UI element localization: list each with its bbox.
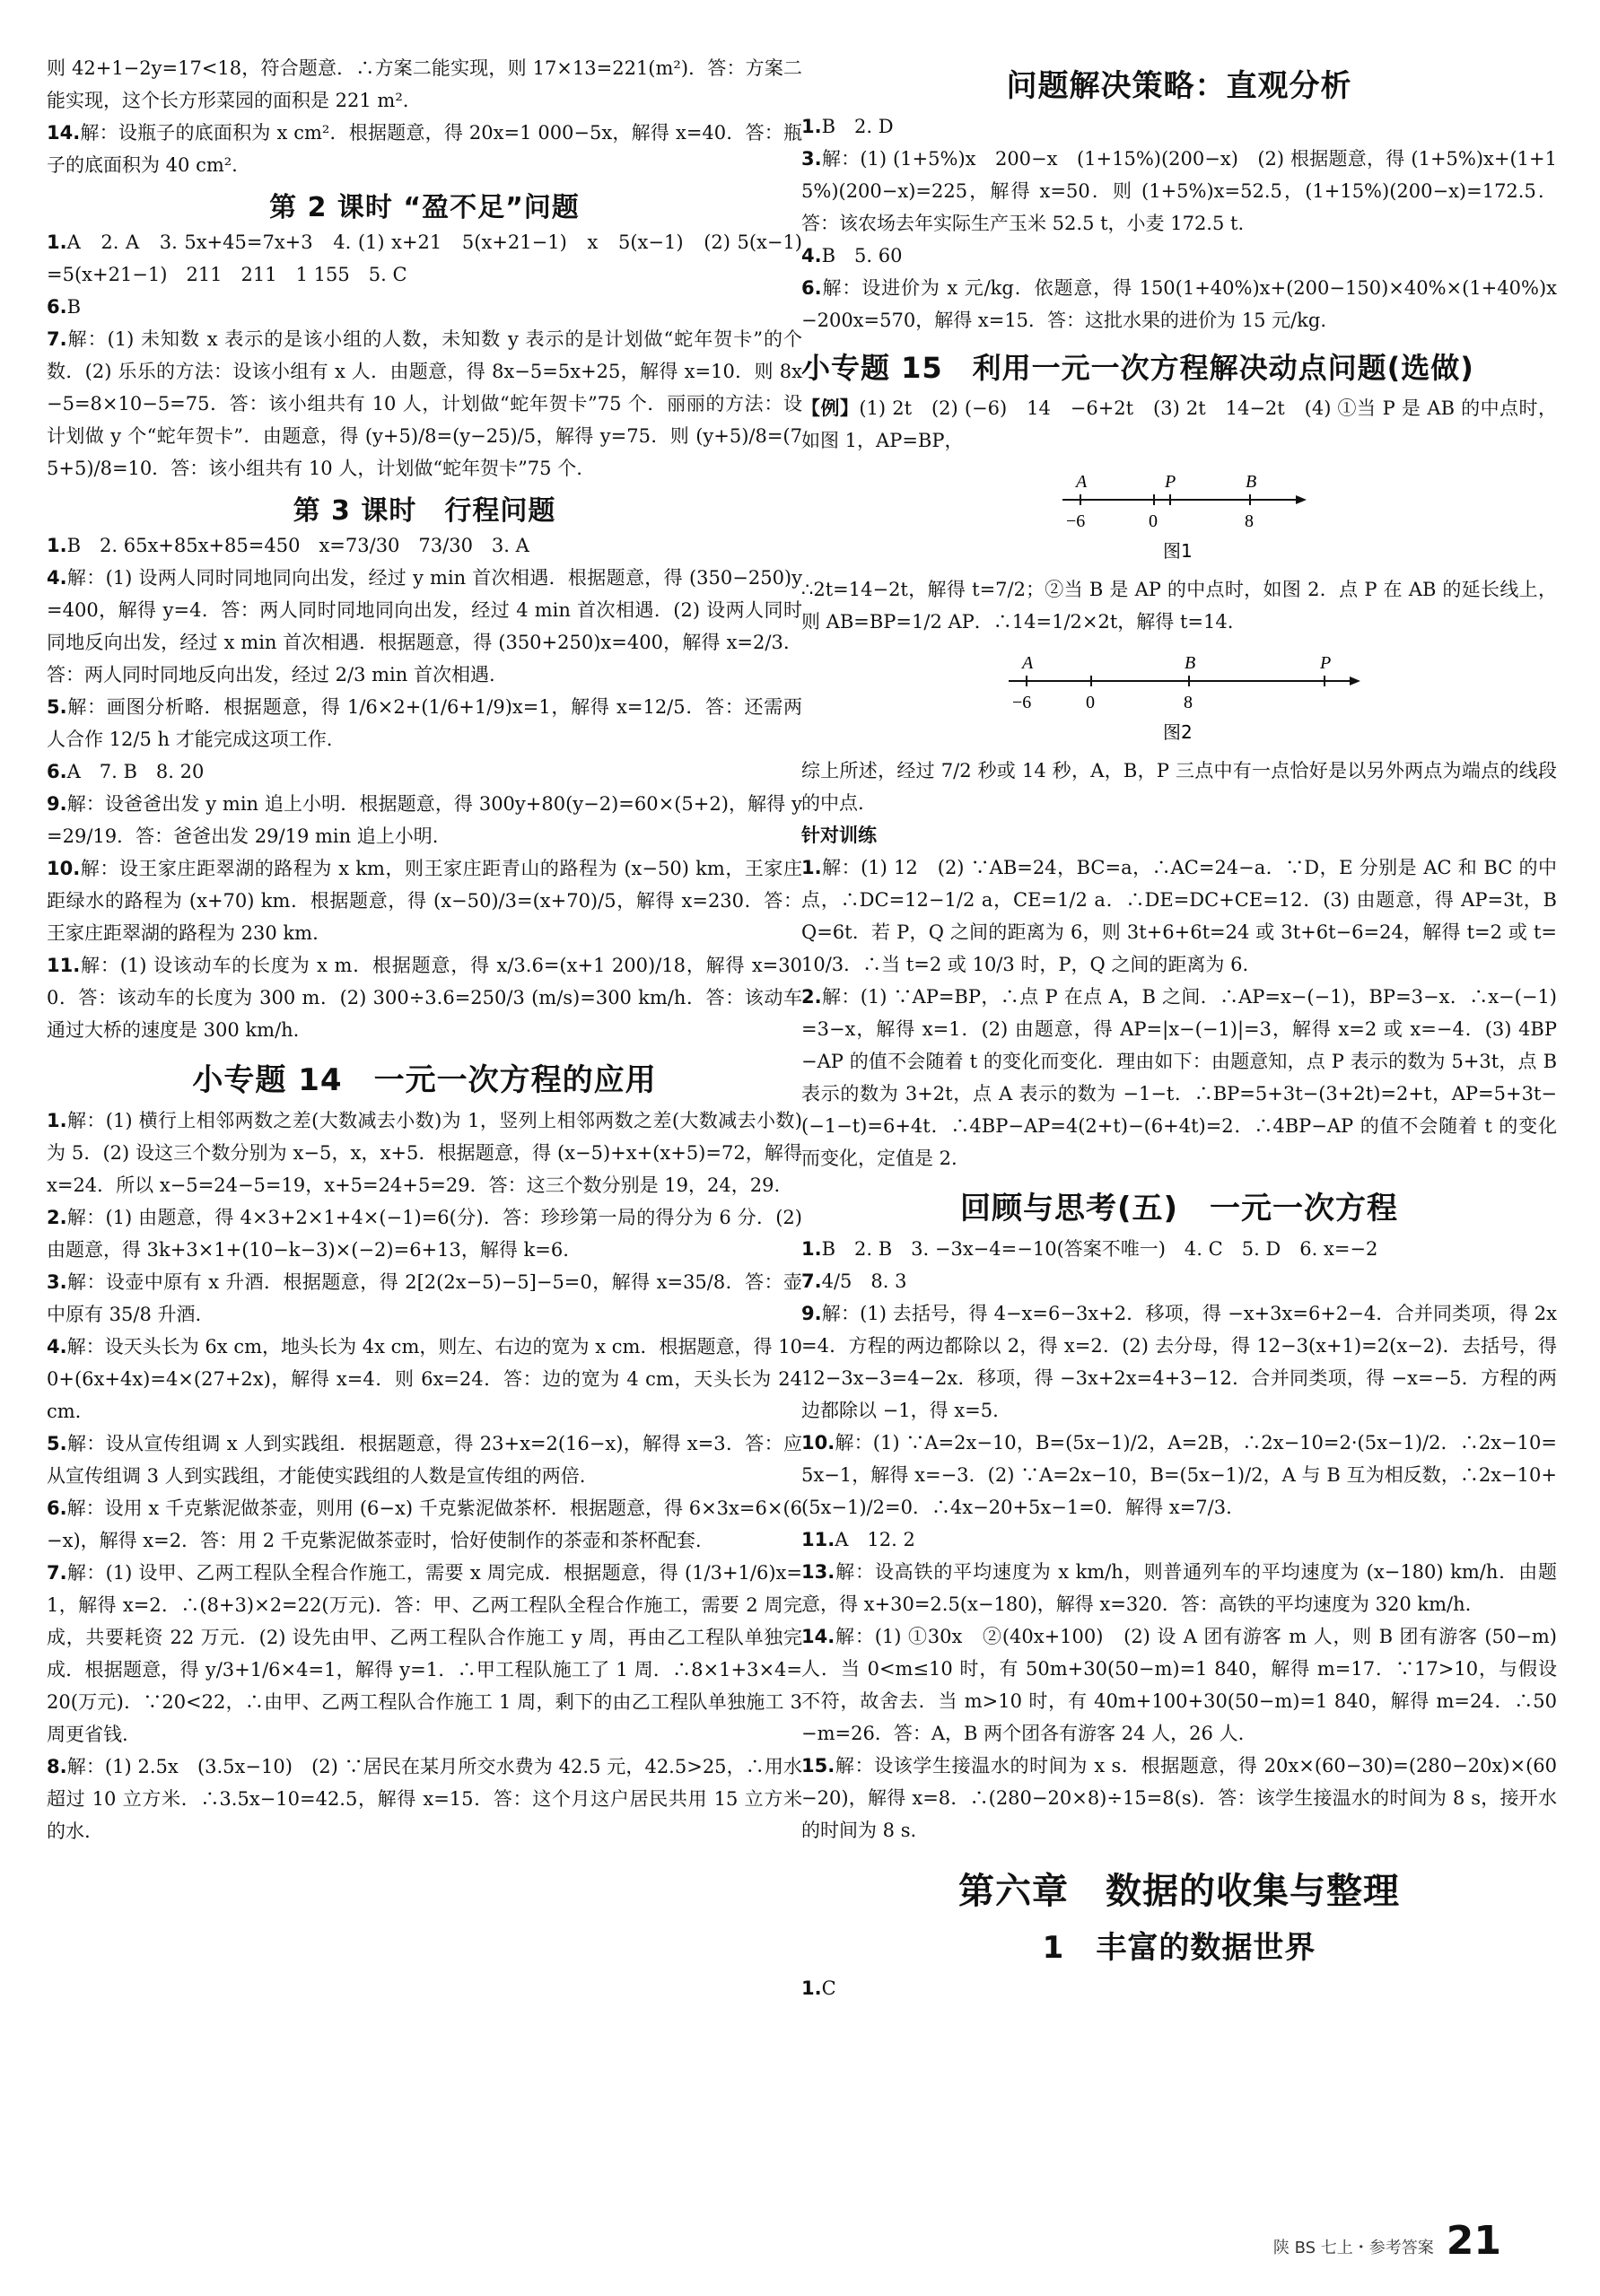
item-number: 7. — [801, 1270, 822, 1292]
point-label: A — [1022, 653, 1034, 673]
item-number: 1. — [801, 116, 822, 137]
item-number: 10. — [47, 858, 81, 879]
answer-item — [801, 1750, 1557, 1846]
answer-item — [801, 1427, 1557, 1523]
answer-item — [801, 392, 1557, 457]
item-text: C — [821, 1977, 836, 1999]
figure-caption: 图2 — [1163, 721, 1193, 743]
item-text: A 7. B 8. 20 — [66, 761, 205, 782]
answer-item — [47, 291, 802, 323]
item-text: 解：(1) 设甲、乙两工程队全程合作施工，需要 x 周完成．根据题意，得 (1/3+1/6)x=1，解得 x=2．∴(8+3)×2=22(万元)．答：甲、乙两工程队全程合作施工，需要 2 周完成，共要耗资 22 万元．(2) 设先由甲、乙两工程队合作施工 y 周，再由乙工程队单独完成．根据题意，得 y/3+1/6×4=1，解得 y=1．∴甲工程队施工了 1 周．∴8×1+3×4=20(万元)．∵20<22，∴由甲、乙两工程队合作施工 1 周，剩下的由乙工程队单独施工 3 周更省钱. — [47, 1562, 802, 1745]
item-text: 解：(1) 由题意，得 4×3+2×1+4×(−1)=6(分)．答：珍珍第一局的得分为 6 分．(2) 由题意，得 3k+3×1+(10−k−3)×(−2)=6+13，解得 k=6. — [47, 1207, 802, 1261]
item-number: 6. — [47, 296, 67, 318]
figure-caption: 图1 — [1163, 540, 1193, 562]
answer-item — [801, 755, 1557, 819]
item-text: 解：(1) 横行上相邻两数之差(大数减去小数)为 1，竖列上相邻两数之差(大数减去小数)为 5．(2) 设这三个数分别为 x−5，x，x+5．根据题意，得 (x−5)+x+(x+5)=72，解得 x=24．所以 x−5=24−5=19，x+5=24+5=29．答：这三个数分别是 19，24，29. — [47, 1110, 802, 1196]
item-number: 1. — [47, 231, 67, 253]
answer-item — [801, 272, 1557, 336]
tick-label: 0 — [1149, 511, 1158, 531]
item-number: 3. — [47, 1271, 67, 1293]
tick-label: 8 — [1184, 693, 1193, 712]
answer-item — [801, 240, 1557, 272]
item-text: 解：(1) ∵AP=BP，∴点 P 在点 A，B 之间．∴AP=x−(−1)，BP=3−x．∴x−(−1)=3−x，解得 x=1．(2) 由题意，得 AP=|x−(−1)|=3，解得 x=2 或 x=−4．(3) 4BP−AP 的值不会随着 t 的变化而变化．理由如下：由题意知，点 P 表示的数为 5+3t，点 B 表示的数为 3+2t，点 A 表示的数为 −1−t．∴BP=5+3t−(3+2t)=2+t，AP=5+3t−(−1−t)=6+4t．∴4BP−AP=4(2+t)−(6+4t)=2．∴4BP−AP 的值不会随着 t 的变化而变化，定值是 2. — [801, 986, 1557, 1169]
item-number: 2. — [47, 1207, 67, 1228]
answer-item — [47, 1750, 802, 1847]
answer-item — [47, 562, 802, 691]
point-label: A — [1076, 472, 1088, 492]
answer-item — [47, 226, 802, 291]
answer-item — [801, 1620, 1557, 1750]
item-number: 7. — [47, 1562, 67, 1584]
item-number: 4. — [801, 245, 822, 266]
item-number: 【例】 — [801, 397, 860, 419]
item-number: 2. — [801, 986, 822, 1008]
subheading: 针对训练 — [801, 825, 877, 846]
item-text: B 2. B 3. −3x−4=−10(答案不唯一) 4. C 5. D 6. x=−2 — [821, 1238, 1378, 1260]
item-text: B 2. D — [821, 116, 894, 137]
item-text: 解：设从宣传组调 x 人到实践组．根据题意，得 23+x=2(16−x)，解得 x=3．答：应从宣传组调 3 人到实践组，才能使实践组的人数是宣传组的两倍. — [47, 1433, 802, 1487]
item-text: 解：设天头长为 6x cm，地头长为 4x cm，则左、右边的宽为 x cm．根据题意，得 100+(6x+4x)=4×(27+2x)，解得 x=4．则 6x=24．答：边的宽为 4 cm，天头长为 24 cm. — [47, 1336, 802, 1422]
page-number: 21 — [1446, 2218, 1501, 2264]
item-text: 则 42+1−2y=17<18，符合题意．∴方案二能实现，则 17×13=221(m²)．答：方案二能实现，这个长方形菜园的面积是 221 m². — [47, 57, 802, 111]
answer-item — [47, 949, 802, 1046]
section-heading: 第 2 课时 “盈不足”问题 — [269, 192, 580, 223]
item-number: 8. — [47, 1756, 67, 1777]
number-line-figure-2 — [991, 643, 1368, 749]
item-text: 4/5 8. 3 — [821, 1270, 907, 1292]
page-footer — [1273, 2218, 1501, 2264]
answer-item — [801, 1297, 1557, 1427]
item-text: 解：(1) 12 (2) ∵AB=24，BC=a，∴AC=24−a．∵D，E 分别是 AC 和 BC 的中点，∴DC=12−1/2 a，CE=1/2 a．∴DE=DC+CE=12．(3) 由题意，得 AP=3t，BQ=6t．若 P，Q 之间的距离为 6，则 3t+6+6t=24 或 3t+6t−6=24，解得 t=2 或 t=10/3．∴当 t=2 或 10/3 时，P，Q 之间的距离为 6. — [801, 857, 1557, 975]
item-text: 解：设该学生接温水的时间为 x s．根据题意，得 20x×(60−30)=(280−20x)×(60−20)，解得 x=8．∴(280−20×8)÷15=8(s)．答：该学生接温水的时间为 8 s，接开水的时间为 8 s. — [801, 1755, 1557, 1841]
answer-item — [801, 110, 1557, 143]
item-number: 1. — [801, 1238, 822, 1260]
answer-item — [47, 1492, 802, 1557]
answer-item — [47, 52, 802, 117]
answer-item — [47, 852, 802, 949]
tick-label: −6 — [1066, 511, 1086, 531]
item-text: ∴2t=14−2t，解得 t=7/2；②当 B 是 AP 的中点时，如图 2．点 P 在 AB 的延长线上，则 AB=BP=1/2 AP．∴14=1/2×2t，解得 t=14. — [801, 579, 1557, 633]
item-text: B — [66, 296, 82, 318]
section-heading: 1 丰富的数据世界 — [1042, 1930, 1316, 1966]
section-heading: 第 3 课时 行程问题 — [293, 495, 556, 527]
tick-label: −6 — [1012, 693, 1032, 712]
item-number: 6. — [801, 277, 822, 299]
item-text: 解：(1) 未知数 x 表示的是该小组的人数，未知数 y 表示的是计划做“蛇年贺卡”的个数．(2) 乐乐的方法：设该小组有 x 人．由题意，得 8x−5=5x+25，解得 x=10．则 8x−5=8×10−5=75．答：该小组共有 10 人，计划做“蛇年贺卡”75 个．丽丽的方法：设计划做 y 个“蛇年贺卡”．由题意，得 (y+5)/8=(y−25)/5，解得 y=75．则 (y+5)/8=(75+5)/8=10．答：该小组共有 10 人，计划做“蛇年贺卡”75 个. — [47, 328, 802, 479]
answer-item — [801, 1265, 1557, 1297]
item-text: 解：设高铁的平均速度为 x km/h，则普通列车的平均速度为 (x−180) km/h．由题意，得 x+30=2.5(x−180)，解得 x=320．答：高铁的平均速度为 320 km/h. — [801, 1561, 1557, 1615]
item-text: 解：设用 x 千克紫泥做茶壶，则用 (6−x) 千克紫泥做茶杯．根据题意，得 6×3x=6×(6−x)，解得 x=2．答：用 2 千克紫泥做茶壶时，恰好使制作的茶壶和茶杯配套. — [47, 1497, 802, 1551]
answer-item — [47, 1104, 802, 1201]
answer-item — [801, 851, 1557, 981]
item-number: 5. — [47, 1433, 67, 1454]
item-number: 9. — [801, 1303, 822, 1324]
answer-item — [801, 1972, 1557, 2004]
item-number: 1. — [47, 1110, 67, 1131]
answer-item — [47, 117, 802, 181]
item-text: 解：(1) 设该动车的长度为 x m．根据题意，得 x/3.6=(x+1 200)/18，解得 x=300．答：该动车的长度为 300 m．(2) 300÷3.6=250/3 (m/s)=300 km/h．答：该动车通过大桥的速度是 300 km/h. — [47, 955, 802, 1041]
item-number: 5. — [47, 696, 67, 718]
item-number: 14. — [47, 122, 81, 144]
item-text: (1) 2t (2) (−6) 14 −6+2t (3) 2t 14−2t (4) ①当 P 是 AB 的中点时，如图 1，AP=BP， — [801, 397, 1557, 451]
item-text: 解：(1) 2.5x (3.5x−10) (2) ∵居民在某月所交水费为 42.5 元，42.5>25，∴用水超过 10 立方米．∴3.5x−10=42.5，解得 x=15．答：这个月这户居民共用 15 立方米的水. — [47, 1756, 802, 1842]
point-label: B — [1246, 472, 1257, 492]
item-number: 6. — [47, 761, 67, 782]
answer-item — [47, 755, 802, 788]
item-text: 解：(1) 去括号，得 4−x=6−3x+2．移项，得 −x+3x=6+2−4．合并同类项，得 2x=4．方程的两边都除以 2，得 x=2．(2) 去分母，得 12−3(x+1)=2(x−2)．去括号，得 12−3x−3=4−2x．移项，得 −3x+2x=4+3−12．合并同类项，得 −x=−5．方程的两边都除以 −1，得 x=5. — [801, 1303, 1557, 1421]
item-number: 4. — [47, 567, 67, 589]
book-tag: 陕 BS 七上・参考答案 — [1272, 2239, 1434, 2257]
item-text: 解：设王家庄距翠湖的路程为 x km，则王家庄距青山的路程为 (x−50) km，王家庄距绿水的路程为 (x+70) km．根据题意，得 (x−50)/3=(x+70)/5，解得 x=230．答：王家庄距翠湖的路程为 230 km. — [47, 858, 802, 944]
left-column — [47, 52, 802, 1847]
answer-item — [801, 143, 1557, 240]
item-text: A 2. A 3. 5x+45=7x+3 4. (1) x+21 5(x+21−1) x 5(x−1) (2) 5(x−1)=5(x+21−1) 211 211 1 155 5. C — [47, 231, 802, 285]
item-number: 1. — [801, 857, 822, 878]
item-number: 14. — [801, 1626, 835, 1647]
answer-item — [47, 1331, 802, 1427]
item-number: 7. — [47, 328, 67, 350]
section-heading: 问题解决策略：直观分析 — [1006, 68, 1352, 104]
answer-item — [47, 788, 802, 852]
item-number: 15. — [801, 1755, 835, 1777]
item-text: 解：(1) ①30x ②(40x+100) (2) 设 A 团有游客 m 人，则 B 团有游客 (50−m) 人．当 0<m≤10 时，有 50m+30(50−m)=1 840，解得 m=17．∵17>10，与假设不符，故舍去．当 m>10 时，有 40m+100+30(50−m)=1 840，解得 m=24．∴50−m=26．答：A，B 两个团各有游客 24 人，26 人. — [801, 1626, 1557, 1744]
item-number: 9. — [47, 793, 67, 815]
answer-item — [47, 323, 802, 485]
item-text: 综上所述，经过 7/2 秒或 14 秒，A，B，P 三点中有一点恰好是以另外两点为端点的线段的中点. — [801, 760, 1557, 814]
section-heading: 回顾与思考(五) 一元一次方程 — [959, 1191, 1399, 1227]
item-number: 3. — [801, 148, 822, 170]
section-heading: 小专题 14 一元一次方程的应用 — [192, 1062, 657, 1098]
answer-item — [801, 1233, 1557, 1265]
answer-item — [47, 1266, 802, 1331]
item-text: B 2. 65x+85x+85=450 x=73/30 73/30 3. A — [66, 535, 529, 556]
item-text: 解：画图分析略．根据题意，得 1/6×2+(1/6+1/9)x=1，解得 x=12/5．答：还需两人合作 12/5 h 才能完成这项工作. — [47, 696, 802, 750]
answer-item — [47, 1427, 802, 1492]
item-text: 解：设进价为 x 元/kg．依题意，得 150(1+40%)x+(200−150)×40%×(1+40%)x−200x=570，解得 x=15．答：这批水果的进价为 15 元/kg. — [801, 277, 1557, 331]
answer-item — [47, 691, 802, 755]
section-heading: 第六章 数据的收集与整理 — [958, 1871, 1400, 1912]
item-number: 11. — [47, 955, 81, 976]
answer-item — [801, 981, 1557, 1174]
tick-label: 8 — [1245, 511, 1254, 531]
number-line-figure-1 — [1045, 462, 1314, 568]
answer-item — [47, 1201, 802, 1266]
item-number: 13. — [801, 1561, 835, 1583]
item-text: 解：(1) 设两人同时同地同向出发，经过 y min 首次相遇．根据题意，得 (350−250)y=400，解得 y=4．答：两人同时同地同向出发，经过 4 min 首次相遇．(2) 设两人同时同地反向出发，经过 x min 首次相遇．根据题意，得 (350+250)x=400，解得 x=2/3．答：两人同时同地反向出发，经过 2/3 min 首次相遇. — [47, 567, 802, 685]
answer-item — [801, 1523, 1557, 1556]
item-number: 1. — [801, 1977, 822, 1999]
item-number: 11. — [801, 1529, 835, 1550]
answer-item — [801, 1556, 1557, 1620]
point-label: P — [1165, 472, 1176, 492]
answer-item — [47, 1557, 802, 1750]
item-text: 解：(1) (1+5%)x 200−x (1+15%)(200−x) (2) 根据题意，得 (1+5%)x+(1+15%)(200−x)=225，解得 x=50．则 (1+5%)x=52.5，(1+15%)(200−x)=172.5．答：该农场去年实际生产玉米 52.5 t，小麦 172.5 t. — [801, 148, 1557, 234]
item-number: 4. — [47, 1336, 67, 1358]
item-number: 10. — [801, 1432, 835, 1454]
item-text: B 5. 60 — [821, 245, 903, 266]
item-text: 解：设爸爸出发 y min 追上小明．根据题意，得 300y+80(y−2)=60×(5+2)，解得 y=29/19．答：爸爸出发 29/19 min 追上小明. — [47, 793, 802, 847]
answer-item — [47, 529, 802, 562]
item-text: 解：(1) ∵A=2x−10，B=(5x−1)/2，A=2B，∴2x−10=2·(5x−1)/2．∴2x−10=5x−1，解得 x=−3．(2) ∵A=2x−10，B=(5x−1)/2，A 与 B 互为相反数，∴2x−10+(5x−1)/2=0．∴4x−20+5x−1=0．解得 x=7/3. — [801, 1432, 1557, 1518]
point-label: P — [1320, 653, 1332, 673]
tick-label: 0 — [1086, 693, 1095, 712]
item-text: A 12. 2 — [835, 1529, 915, 1550]
section-heading: 小专题 15 利用一元一次方程解决动点问题(选做) — [801, 351, 1474, 385]
item-number: 6. — [47, 1497, 67, 1519]
point-label: B — [1185, 653, 1196, 673]
item-text: 解：设瓶子的底面积为 x cm²．根据题意，得 20x=1 000−5x，解得 x=40．答：瓶子的底面积为 40 cm². — [47, 122, 802, 176]
item-text: 解：设壶中原有 x 升酒．根据题意，得 2[2(2x−5)−5]−5=0，解得 x=35/8．答：壶中原有 35/8 升酒. — [47, 1271, 802, 1325]
answer-item — [801, 573, 1557, 638]
item-number: 1. — [47, 535, 67, 556]
right-column — [801, 52, 1557, 2004]
